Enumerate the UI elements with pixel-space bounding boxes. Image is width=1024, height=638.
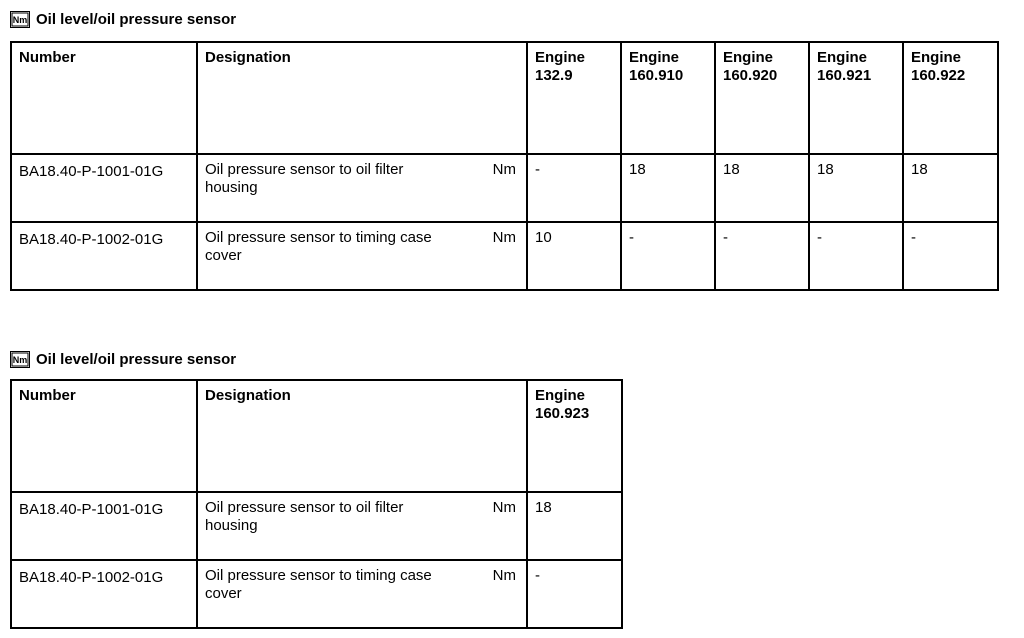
table-row [11,222,998,290]
torque-value: - [809,222,903,290]
row-designation [197,154,527,222]
col-header-engine: Engine 160.923 [527,380,622,492]
torque-value: 18 [809,154,903,222]
section-2-title [10,349,236,369]
svg-text:Nm: Nm [12,354,28,365]
torque-value: - [527,154,621,222]
row-number: BA18.40-P-1002-01G [11,560,197,628]
nm-icon [10,351,30,368]
designation-text: Oil pressure sensor to oil filter housing [205,161,404,196]
designation-text: Oil pressure sensor to timing case cover [205,567,432,602]
row-number: BA18.40-P-1001-01G [11,154,197,222]
torque-value: 10 [527,222,621,290]
col-header-number: Number [11,380,197,492]
row-designation [197,492,527,560]
section-title-text: Oil level/oil pressure sensor [36,10,237,28]
section-1-title [10,9,236,29]
unit-label: Nm [492,229,516,246]
row-designation [197,560,527,628]
table-row [11,492,622,560]
col-header-engine: Engine 160.922 [903,42,998,154]
unit-label: Nm [492,567,516,584]
torque-value: - [527,560,622,628]
row-number: BA18.40-P-1002-01G [11,222,197,290]
col-header-engine: Engine 132.9 [527,42,621,154]
torque-value: - [715,222,809,290]
torque-value: 18 [527,492,622,560]
torque-value: 18 [903,154,998,222]
designation-text: Oil pressure sensor to timing case cover [205,229,432,264]
nm-icon [10,11,30,28]
table-row [11,154,998,222]
col-header-designation: Designation [197,380,527,492]
torque-table-2 [10,379,623,629]
row-number: BA18.40-P-1001-01G [11,492,197,560]
col-header-engine: Engine 160.910 [621,42,715,154]
unit-label: Nm [492,499,516,516]
table-row [11,560,622,628]
row-designation [197,222,527,290]
unit-label: Nm [492,161,516,178]
section-title-text: Oil level/oil pressure sensor [36,350,237,368]
col-header-designation: Designation [197,42,527,154]
col-header-engine: Engine 160.921 [809,42,903,154]
designation-text: Oil pressure sensor to oil filter housing [205,499,404,534]
table-header-row [11,380,622,492]
torque-value: - [621,222,715,290]
torque-value: 18 [715,154,809,222]
torque-value: 18 [621,154,715,222]
torque-value: - [903,222,998,290]
svg-text:Nm: Nm [12,14,28,25]
col-header-engine: Engine 160.920 [715,42,809,154]
torque-table-1 [10,41,999,291]
table-header-row [11,42,998,154]
col-header-number: Number [11,42,197,154]
